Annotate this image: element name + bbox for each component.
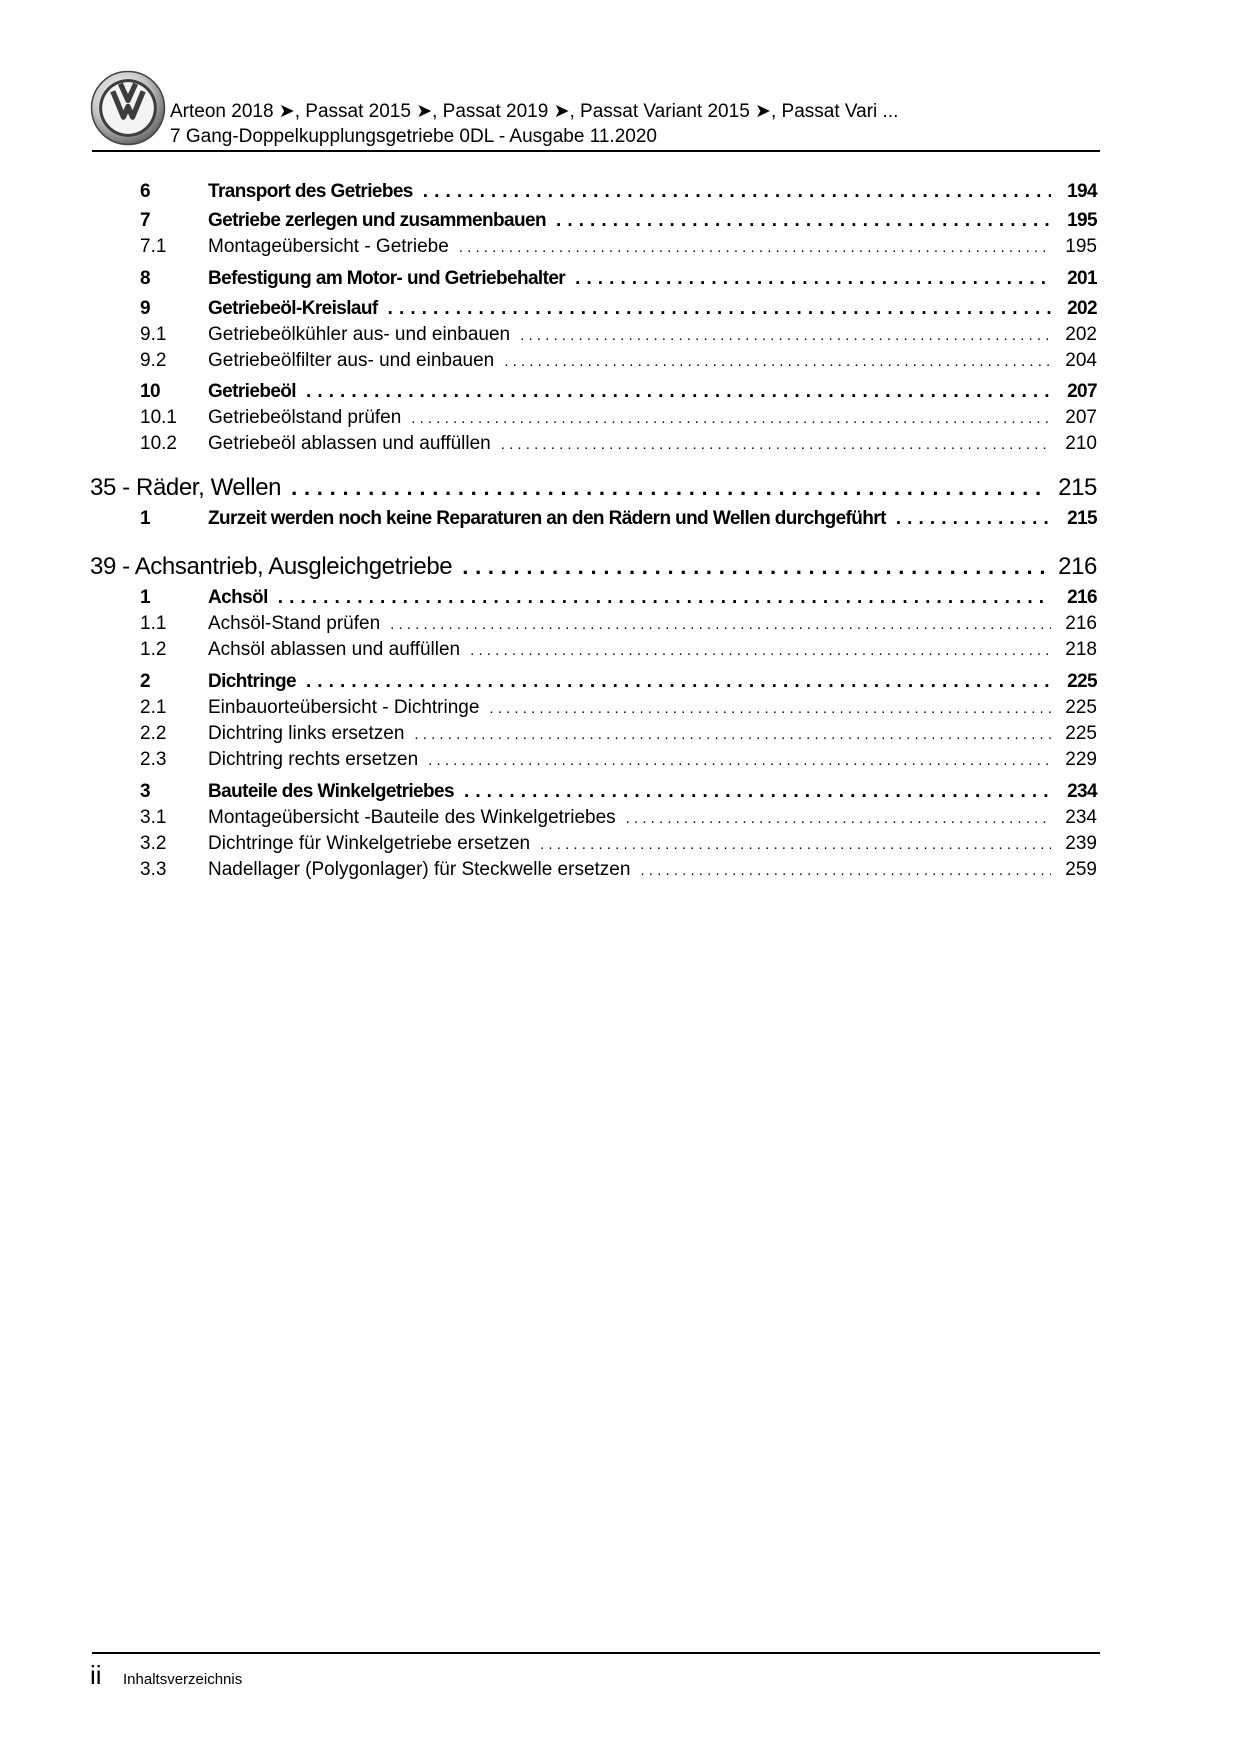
toc-entry-title: Dichtring rechts ersetzen <box>208 749 419 770</box>
toc-entry[interactable] <box>140 210 1097 232</box>
toc-entry-title: Dichtring links ersetzen <box>208 723 405 744</box>
toc-dot-leader <box>459 239 1051 256</box>
toc-entry[interactable] <box>140 268 1097 290</box>
toc-entry-title: Dichtringe <box>208 671 296 692</box>
toc-entry-page: 216 <box>1058 553 1097 580</box>
header-vehicle-models: Arteon 2018 ➤, Passat 2015 ➤, Passat 2019 ➤, Passat Variant 2015 ➤, Passat Vari ... <box>170 101 899 122</box>
toc-chapter-entry[interactable] <box>90 553 1097 581</box>
toc-entry-number: 1 <box>140 508 150 529</box>
toc-entry[interactable] <box>140 613 1097 635</box>
toc-entry-title: Achsöl <box>208 587 268 608</box>
toc-entry-page: 195 <box>1065 236 1097 257</box>
toc-entry-page: 218 <box>1065 639 1097 660</box>
toc-dot-leader <box>896 508 1051 530</box>
toc-entry-number: 1.2 <box>140 639 167 660</box>
toc-dot-leader <box>390 616 1051 633</box>
toc-entry-title: Getriebe zerlegen und zusammenbauen <box>208 210 546 231</box>
toc-entry[interactable] <box>140 508 1097 530</box>
toc-entry-page: 234 <box>1067 781 1097 802</box>
toc-dot-leader <box>306 381 1051 403</box>
toc-dot-leader <box>640 862 1051 879</box>
toc-entry[interactable] <box>140 324 1097 346</box>
toc-entry-page: 207 <box>1065 407 1097 428</box>
toc-entry[interactable] <box>140 350 1097 372</box>
toc-entry-page: 202 <box>1067 298 1097 319</box>
toc-entry[interactable] <box>140 781 1097 803</box>
toc-entry-number: 1 <box>140 587 150 608</box>
toc-entry-title: 39 - Achsantrieb, Ausgleichgetriebe <box>90 553 453 580</box>
toc-entry-title: Getriebeölkühler aus- und einbauen <box>208 324 511 345</box>
toc-entry[interactable] <box>140 381 1097 403</box>
toc-entry-title: Bauteile des Winkelgetriebes <box>208 781 454 802</box>
toc-entry-page: 201 <box>1067 268 1097 289</box>
toc-dot-leader <box>414 726 1051 743</box>
toc-dot-leader <box>504 353 1051 370</box>
toc-entry-page: 225 <box>1065 723 1097 744</box>
toc-entry-page: 195 <box>1067 210 1097 231</box>
toc-entry-number: 2 <box>140 671 150 692</box>
toc-entry-page: 207 <box>1067 381 1097 402</box>
toc-dot-leader <box>423 181 1051 203</box>
toc-dot-leader <box>501 436 1051 453</box>
toc-entry-title: Getriebeöl-Kreislauf <box>208 298 378 319</box>
header-manual-title: 7 Gang-Doppelkupplungsgetriebe 0DL - Ausgabe 11.2020 <box>170 126 657 147</box>
toc-entry[interactable] <box>140 181 1097 203</box>
footer-section-title: Inhaltsverzeichnis <box>123 1671 243 1688</box>
toc-dot-leader <box>626 810 1051 827</box>
toc-dot-leader <box>556 210 1051 232</box>
toc-entry-title: Getriebeölfilter aus- und einbauen <box>208 350 495 371</box>
toc-entry-page: 194 <box>1067 181 1097 202</box>
toc-entry[interactable] <box>140 833 1097 855</box>
toc-entry-page: 215 <box>1058 474 1097 501</box>
toc-entry-number: 9.2 <box>140 350 167 371</box>
header-divider <box>92 150 1100 152</box>
toc-entry-number: 8 <box>140 268 150 289</box>
toc-entry-title: Nadellager (Polygonlager) für Steckwelle ersetzen <box>208 859 631 880</box>
toc-dot-leader <box>540 836 1051 853</box>
toc-entry-number: 7.1 <box>140 236 167 257</box>
toc-entry-number: 1.1 <box>140 613 167 634</box>
toc-entry-page: 229 <box>1065 749 1097 770</box>
toc-entry-page: 216 <box>1067 587 1097 608</box>
toc-entry-page: 225 <box>1065 697 1097 718</box>
toc-entry-page: 210 <box>1065 433 1097 454</box>
toc-entry[interactable] <box>140 749 1097 771</box>
toc-dot-leader <box>520 327 1051 344</box>
toc-entry-number: 10.2 <box>140 433 177 454</box>
toc-entry-number: 3 <box>140 781 150 802</box>
toc-entry-page: 202 <box>1065 324 1097 345</box>
toc-entry-title: Befestigung am Motor- und Getriebehalter <box>208 268 566 289</box>
toc-entry-title: Dichtringe für Winkelgetriebe ersetzen <box>208 833 531 854</box>
toc-dot-leader <box>411 410 1051 427</box>
toc-entry[interactable] <box>140 697 1097 719</box>
toc-dot-leader <box>464 781 1051 803</box>
toc-entry-title: Getriebeölstand prüfen <box>208 407 402 428</box>
toc-chapter-entry[interactable] <box>90 474 1097 502</box>
toc-entry[interactable] <box>140 671 1097 693</box>
toc-entry-number: 3.3 <box>140 859 167 880</box>
toc-entry-number: 3.1 <box>140 807 167 828</box>
toc-entry-title: Getriebeöl <box>208 381 296 402</box>
footer-divider <box>92 1652 1100 1654</box>
toc-entry-page: 225 <box>1067 671 1097 692</box>
toc-dot-leader <box>575 268 1051 290</box>
toc-entry-number: 3.2 <box>140 833 167 854</box>
toc-entry-title: Achsöl ablassen und auffüllen <box>208 639 461 660</box>
vw-logo-icon <box>90 70 166 146</box>
toc-dot-leader <box>278 587 1051 609</box>
toc-entry-number: 7 <box>140 210 150 231</box>
toc-entry[interactable] <box>140 236 1097 258</box>
toc-entry-page: 239 <box>1065 833 1097 854</box>
toc-entry-number: 9 <box>140 298 150 319</box>
footer-page-number: ii <box>90 1660 102 1690</box>
toc-dot-leader <box>489 700 1051 717</box>
toc-entry-number: 2.1 <box>140 697 167 718</box>
toc-entry[interactable] <box>140 587 1097 609</box>
toc-entry[interactable] <box>140 807 1097 829</box>
toc-entry-page: 215 <box>1067 508 1097 529</box>
toc-entry[interactable] <box>140 407 1097 429</box>
toc-dot-leader <box>470 642 1051 659</box>
toc-entry[interactable] <box>140 639 1097 661</box>
toc-entry-title: Montageübersicht -Bauteile des Winkelgetriebes <box>208 807 616 828</box>
toc-entry-title: 35 - Räder, Wellen <box>90 474 282 501</box>
toc-entry-number: 2.2 <box>140 723 167 744</box>
toc-entry-number: 6 <box>140 181 150 202</box>
toc-entry-number: 10.1 <box>140 407 177 428</box>
toc-entry-page: 216 <box>1065 613 1097 634</box>
toc-dot-leader <box>462 554 1048 580</box>
toc-entry-title: Transport des Getriebes <box>208 181 413 202</box>
toc-entry-page: 204 <box>1065 350 1097 371</box>
toc-dot-leader <box>428 752 1051 769</box>
toc-entry-title: Montageübersicht - Getriebe <box>208 236 449 257</box>
toc-entry-number: 10 <box>140 381 160 402</box>
toc-entry-number: 2.3 <box>140 749 167 770</box>
toc-entry-title: Zurzeit werden noch keine Reparaturen an den Rädern und Wellen durchgeführt <box>208 508 886 529</box>
toc-entry-page: 259 <box>1065 859 1097 880</box>
toc-dot-leader <box>306 671 1051 693</box>
toc-entry-title: Einbauorteübersicht - Dichtringe <box>208 697 480 718</box>
toc-entry[interactable] <box>140 433 1097 455</box>
toc-entry[interactable] <box>140 298 1097 320</box>
toc-entry-title: Achsöl-Stand prüfen <box>208 613 381 634</box>
toc-entry-title: Getriebeöl ablassen und auffüllen <box>208 433 491 454</box>
toc-dot-leader <box>291 475 1048 501</box>
toc-entry-number: 9.1 <box>140 324 167 345</box>
toc-dot-leader <box>388 298 1051 320</box>
toc-entry[interactable] <box>140 859 1097 881</box>
toc-entry[interactable] <box>140 723 1097 745</box>
toc-entry-page: 234 <box>1065 807 1097 828</box>
